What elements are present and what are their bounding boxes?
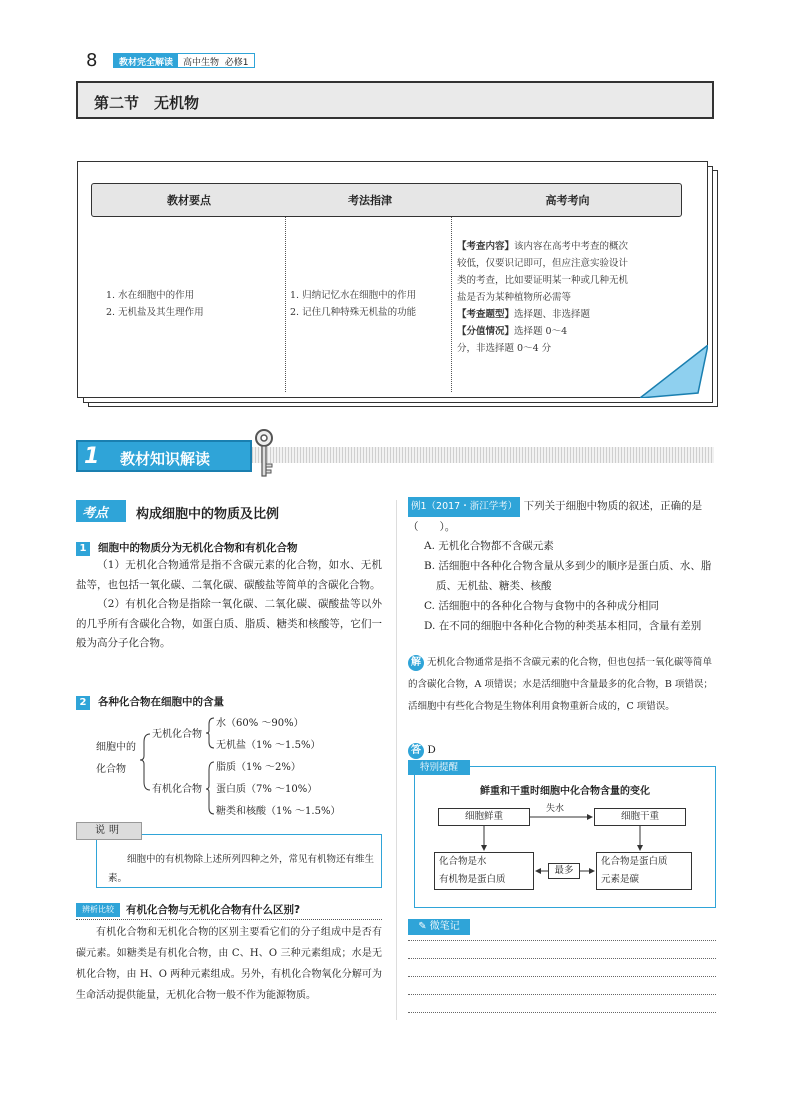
overview-header-3: 高考考向	[545, 194, 590, 207]
overview-header-1: 教材要点	[167, 194, 211, 207]
notes-label: ✎ 微笔记	[408, 919, 470, 935]
overview-col1: 1. 水在细胞中的作用 2. 无机盐及其生理作用	[106, 290, 204, 318]
subsection-1-heading: 1 细胞中的物质分为无机化合物和有机化合物	[76, 540, 298, 556]
tip-title: 鲜重和干重时细胞中化合物含量的变化	[480, 786, 650, 797]
fresh-result-box: 化合物是水 有机物是蛋白质	[434, 852, 534, 890]
banner-title: 教材知识解读	[120, 450, 211, 468]
tree-salt: 无机盐（1% ～1.5%）	[216, 740, 321, 751]
tree-braces	[96, 712, 386, 822]
section-title: 第二节 无机物	[94, 94, 200, 112]
banner-number: 1	[84, 444, 100, 469]
compare-text: 有机化合物和无机化合物的区别主要看它们的分子组成中是否有碳元素。如糖类是有机化合物，由 C、H、O 三种元素组成；水是无机化合物，由 H、O 两种元素组成。另外，有机化合物氧化分解可为生命活动提供能量，无机化合物一般不作为能源物质。	[76, 927, 382, 1001]
option-c: C. 活细胞中的各种化合物与食物中的各种成分相同	[424, 600, 659, 612]
jie-icon: 解	[408, 655, 424, 671]
page-number: 8	[86, 50, 98, 71]
tip-box	[408, 760, 716, 910]
page-fold-icon	[640, 345, 708, 398]
fresh-weight-box: 细胞鲜重	[438, 808, 530, 826]
compare-title: 有机化合物与无机化合物有什么区别?	[126, 904, 301, 916]
most-box: 最多	[548, 863, 580, 879]
tree-sugar: 糖类和核酸（1% ～1.5%）	[216, 806, 341, 817]
tip-label: 特别提醒	[408, 760, 470, 775]
overview-divider	[451, 217, 452, 392]
kaodian-title: 构成细胞中的物质及比例	[136, 507, 280, 522]
compare-tag: 辨析比较	[76, 903, 120, 917]
tree-organic: 有机化合物	[152, 784, 202, 795]
section-banner	[76, 440, 252, 472]
option-a: A. 无机化合物都不含碳元素	[424, 540, 554, 552]
note-text: 细胞中的有机物除上述所列四种之外，常见有机物还有维生素。	[108, 854, 375, 884]
tree-root-b: 化合物	[96, 764, 126, 775]
tree-lipid: 脂质（1% ～2%）	[216, 762, 301, 773]
notes-line	[408, 940, 716, 941]
subsection-2-heading: 2 各种化合物在细胞中的含量	[76, 694, 224, 710]
book-subject: 高中生物 必修1	[178, 54, 253, 67]
tree-root-a: 细胞中的	[96, 742, 136, 753]
tree-inorganic: 无机化合物	[152, 729, 202, 740]
kaodian-tag: 考点 1	[76, 500, 126, 522]
overview-divider	[285, 217, 286, 392]
option-b: B. 活细胞中各种化合物含量从多到少的顺序是蛋白质、水、脂质、无机盐、糖类、核酸	[424, 560, 712, 592]
key-icon	[252, 428, 276, 480]
example-stem: 例1（2017・浙江学考） 下列关于细胞中物质的叙述，正确的是（ ）。	[408, 496, 716, 537]
notes-line	[408, 1012, 716, 1013]
overview-col3: 【考查内容】该内容在高考中考查的概次 较低，仅要识记即可，但应注意实验设计 类的考查，比如要证明某一种或几种无机 盐是否为某种植物所必需等 【考查题型】选择题、非选择题 【分值情况】选择题 0～4 分，非选择题 0～4 分	[457, 241, 629, 354]
dry-weight-box: 细胞干重	[594, 808, 686, 826]
overview-col2: 1. 归纳记忆水在细胞中的作用 2. 记住几种特殊无机盐的功能	[290, 290, 417, 318]
lose-water-label: 失水	[546, 804, 565, 814]
compare-underline	[76, 919, 382, 920]
book-header	[113, 53, 255, 68]
note-label: 说明	[76, 822, 142, 840]
da-icon: 答	[408, 743, 424, 759]
note-box	[76, 822, 382, 888]
example-tag: 例1（2017・浙江学考）	[408, 497, 520, 517]
overview-header-2: 考法指津	[348, 194, 392, 207]
dry-result-box: 化合物是蛋白质 元素是碳	[596, 852, 692, 890]
tip-arrows	[408, 760, 716, 910]
banner-stripe	[252, 447, 714, 463]
section-title-bar	[76, 81, 714, 119]
example-options	[424, 536, 716, 636]
column-separator	[396, 500, 397, 1020]
compound-tree	[96, 712, 386, 822]
notes-line	[408, 994, 716, 995]
notes-line	[408, 976, 716, 977]
book-title: 教材完全解读	[114, 54, 178, 67]
tree-water: 水（60% ～90%）	[216, 718, 304, 729]
tree-protein: 蛋白质（7% ～10%）	[216, 784, 318, 795]
example-explanation: 解 无机化合物通常是指不含碳元素的化合物，但也包括一氧化碳等简单的含碳化合物，A 项错误；水是活细胞中含量最多的化合物，B 项错误；活细胞中有些化合物是生物体利用食物重新合成的，C 项错误。	[408, 657, 713, 712]
subsection-1-text: （1）无机化合物通常是指不含碳元素的化合物，如水、无机盐等，也包括一氧化碳、二氧化碳、碳酸盐等简单的含碳化合物。 （2）有机化合物是指除一氧化碳、二氧化碳、碳酸盐等以外的几乎所有含碳化合物，如蛋白质、脂质、糖类和核酸等，它们一般为高分子化合物。	[76, 559, 382, 649]
option-d: D. 在不同的细胞中各种化合物的种类基本相同，含量有差别	[424, 620, 702, 632]
example-answer: 答 D	[408, 740, 436, 760]
notes-line	[408, 958, 716, 959]
